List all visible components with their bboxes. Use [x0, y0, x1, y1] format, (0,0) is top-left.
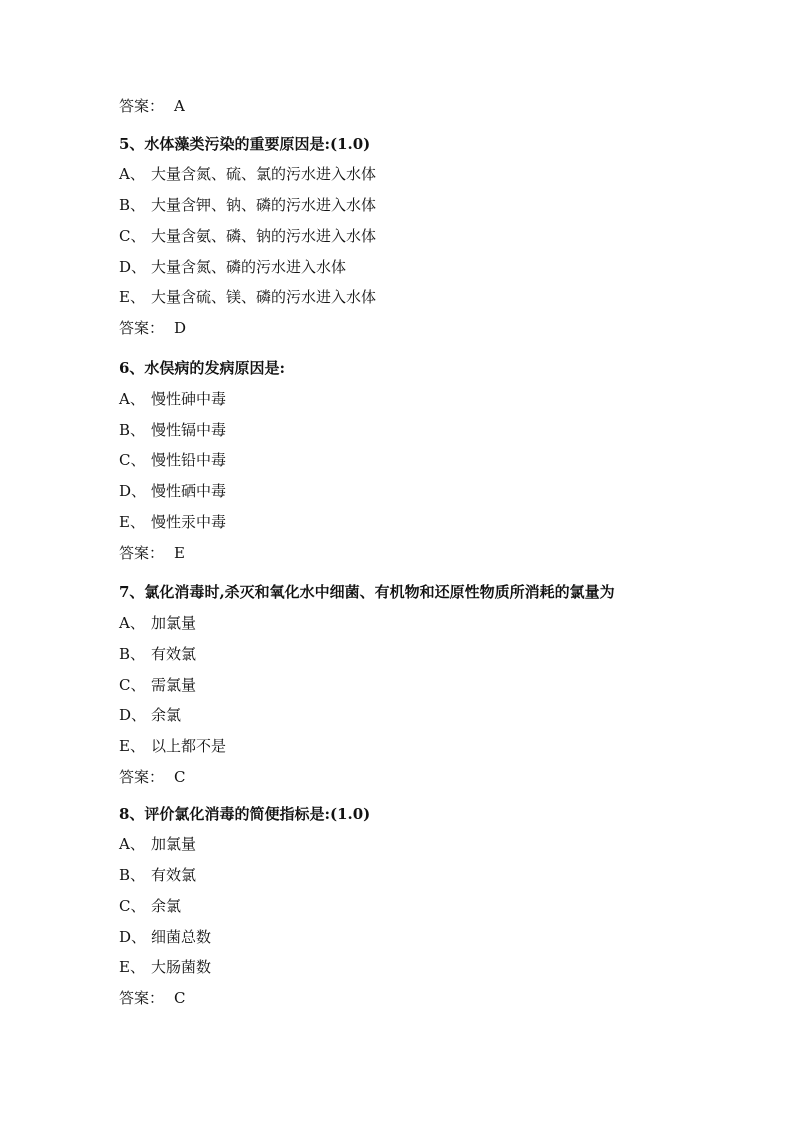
- option-text: 大量含氨、磷、钠的污水进入水体: [151, 227, 377, 245]
- answer-label: 答案：: [119, 319, 165, 337]
- option-line: [119, 675, 196, 695]
- option-line: [119, 927, 211, 947]
- option-line: [119, 957, 211, 977]
- option-text: 大量含钾、钠、磷的污水进入水体: [151, 196, 377, 214]
- option-letter: A、: [119, 165, 145, 183]
- option-line: [119, 481, 226, 501]
- option-line: [119, 834, 196, 854]
- option-text: 以上都不是: [151, 737, 227, 755]
- question-title: 6、水俣病的发病原因是:: [119, 359, 285, 377]
- option-line: [119, 389, 226, 409]
- option-letter: D、: [119, 258, 147, 276]
- option-text: 细菌总数: [151, 928, 212, 946]
- option-text: 慢性砷中毒: [151, 390, 227, 408]
- option-text: 加氯量: [151, 835, 197, 853]
- option-letter: A、: [119, 390, 145, 408]
- option-line: [119, 420, 226, 440]
- answer-label: 答案：: [119, 97, 165, 115]
- option-letter: E、: [119, 288, 145, 306]
- option-text: 大量含硫、镁、磷的污水进入水体: [151, 288, 377, 306]
- option-line: [119, 896, 181, 916]
- answer-value: C: [174, 989, 186, 1007]
- option-text: 有效氯: [151, 866, 197, 884]
- question-title: 7、氯化消毒时,杀灭和氧化水中细菌、有机物和还原性物质所消耗的氯量为: [119, 583, 615, 601]
- option-line: [119, 512, 226, 532]
- question-title: 5、水体藻类污染的重要原因是:(1.0): [119, 135, 371, 153]
- option-text: 慢性铅中毒: [151, 451, 227, 469]
- option-letter: E、: [119, 958, 145, 976]
- option-letter: A、: [119, 835, 145, 853]
- option-line: [119, 257, 346, 277]
- question-title: 8、评价氯化消毒的简便指标是:(1.0): [119, 805, 371, 823]
- answer-label: 答案：: [119, 989, 165, 1007]
- option-letter: D、: [119, 482, 147, 500]
- answer-label: 答案：: [119, 768, 165, 786]
- option-letter: E、: [119, 513, 145, 531]
- answer-value: C: [174, 768, 186, 786]
- option-line: [119, 450, 226, 470]
- option-letter: B、: [119, 866, 146, 884]
- option-line: [119, 195, 376, 215]
- option-line: [119, 705, 181, 725]
- answer-line: [119, 96, 185, 116]
- option-text: 余氯: [151, 706, 182, 724]
- answer-value: E: [174, 544, 185, 562]
- option-line: [119, 736, 226, 756]
- option-line: [119, 164, 376, 184]
- option-letter: B、: [119, 196, 146, 214]
- option-line: [119, 865, 196, 885]
- answer-line: [119, 767, 185, 787]
- answer-line: [119, 318, 186, 338]
- option-letter: A、: [119, 614, 145, 632]
- option-letter: C、: [119, 897, 146, 915]
- answer-line: [119, 988, 185, 1008]
- answer-label: 答案：: [119, 544, 165, 562]
- option-letter: C、: [119, 676, 146, 694]
- option-letter: D、: [119, 928, 147, 946]
- option-text: 大肠菌数: [151, 958, 212, 976]
- option-text: 需氯量: [151, 676, 197, 694]
- option-letter: C、: [119, 227, 146, 245]
- option-line: [119, 226, 376, 246]
- option-text: 大量含氮、磷的污水进入水体: [151, 258, 347, 276]
- answer-line: [119, 543, 185, 563]
- option-text: 余氯: [151, 897, 182, 915]
- option-line: [119, 644, 196, 664]
- option-line: [119, 287, 376, 307]
- option-text: 大量含氮、硫、氯的污水进入水体: [151, 165, 377, 183]
- option-letter: E、: [119, 737, 145, 755]
- option-text: 慢性汞中毒: [151, 513, 227, 531]
- option-letter: D、: [119, 706, 147, 724]
- option-line: [119, 613, 196, 633]
- option-letter: C、: [119, 451, 146, 469]
- option-text: 加氯量: [151, 614, 197, 632]
- answer-value: D: [174, 319, 187, 337]
- option-text: 慢性硒中毒: [151, 482, 227, 500]
- option-text: 慢性镉中毒: [151, 421, 227, 439]
- option-letter: B、: [119, 421, 146, 439]
- answer-value: A: [174, 97, 185, 115]
- option-text: 有效氯: [151, 645, 197, 663]
- option-letter: B、: [119, 645, 146, 663]
